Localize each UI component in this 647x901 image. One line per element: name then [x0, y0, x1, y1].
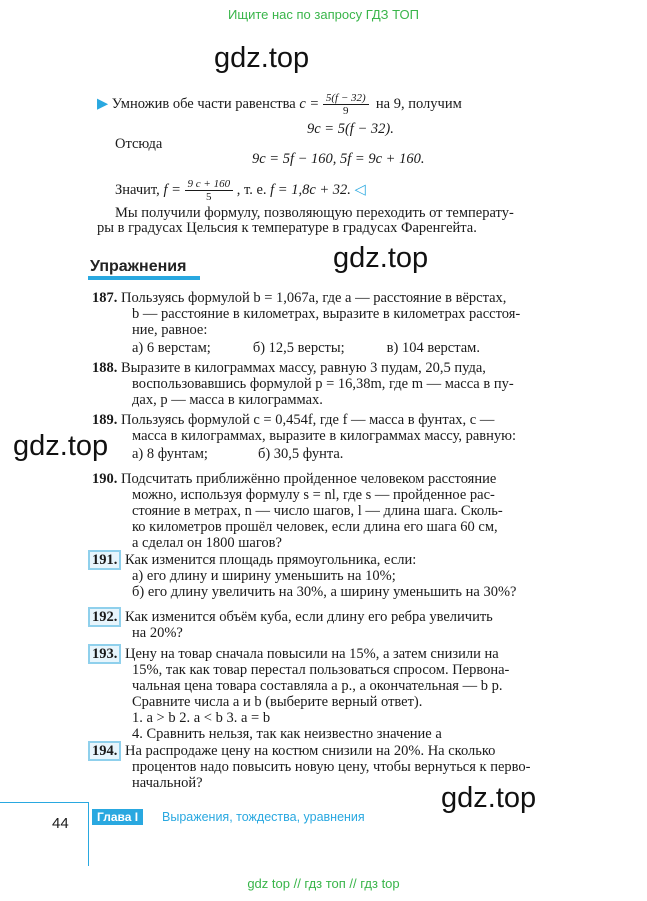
bottom-banner: gdz top // гдз топ // гдз top [247, 876, 400, 891]
heading-underline [88, 276, 200, 280]
intro-line-znachit: Значит, f = $\frac{9 c + 160}{5}$ , т. е. f = 1,8c + 32. ◁ [115, 178, 366, 203]
exercise-194: 194. На распродаже цену на костюм снизили на 20%. На сколько процентов надо повысить новую цену, чтобы вернуться к перво- начальной? [88, 743, 530, 791]
fraction: $\frac{5(f - 32)}{9}$ [323, 92, 369, 117]
end-triangle-icon: ◁ [354, 181, 366, 198]
text-line: ры в градусах Цельсия к температуре в градусах Фаренгейта. [97, 220, 477, 236]
intro-line-1: ▶ Умножив обе части равенства c = $\frac{5(f - 32)}{9}$ на 9, получим [97, 92, 462, 117]
section-heading: Упражнения [90, 258, 187, 275]
watermark: gdz.top [441, 782, 537, 814]
watermark: gdz.top [333, 242, 429, 274]
exercise-number-box: 193. [88, 644, 121, 664]
exercise-193: 193. Цену на товар сначала повысили на 15%, а затем снизили на 15%, так как товар перестал пользоваться спросом. Первона- чальная цена товара составляла a р., а окончательная — b р. Сравните числа a и b (выберите верный ответ). 1. a > b 2. a < b 3. a = b 4. Сравнить нельзя, так как неизвестно значение a [88, 646, 509, 742]
footer-divider [0, 802, 89, 803]
equation: 9c = 5f − 160, 5f = 9c + 160. [252, 151, 425, 167]
exercise-number-box: 192. [88, 607, 121, 627]
exercise-188: 188. Выразите в килограммах массу, равную 3 пудам, 20,5 пуда, воспользовавшись формулой p = 16,38m, где m — масса в пу- дах, p — масса в килограммах. [92, 360, 514, 408]
exercise-190: 190. Подсчитать приближённо пройденное человеком расстояние можно, используя формулу s = nl, где s — пройденное рас- стояние в метрах, n — число шагов, l — длина шага. Сколь- ко километров прошёл человек, если длина его шага 60 см, а сделал он 1800 шагов? [92, 471, 503, 551]
equation: 9c = 5(f − 32). [307, 121, 394, 137]
page-number: 44 [52, 815, 69, 832]
footer-divider [88, 802, 89, 866]
chapter-label: Глава I [92, 809, 143, 825]
text-line: Отсюда [115, 136, 163, 152]
top-banner: Ищите нас по запросу ГДЗ ТОП [228, 7, 419, 22]
fraction: $\frac{9 c + 160}{5}$ [185, 178, 234, 203]
watermark: gdz.top [214, 42, 310, 74]
exercise-191: 191. Как изменится площадь прямоугольника, если: а) его длину и ширину уменьшить на 10%; б) его длину увеличить на 30%, а ширину уменьшить на 30%? [88, 552, 516, 600]
exercise-number-box: 191. [88, 550, 121, 570]
exercise-number-box: 194. [88, 741, 121, 761]
exercise-192: 192. Как изменится объём куба, если длину его ребра увеличить на 20%? [88, 609, 493, 641]
watermark: gdz.top [13, 430, 109, 462]
exercise-189: 189. Пользуясь формулой c = 0,454f, где f — масса в фунтах, c — масса в килограммах, выразите в килограммах массу, равную: а) 8 фунтам; б) 30,5 фунта. [92, 412, 516, 462]
play-arrow-icon: ▶ [97, 95, 109, 112]
text-line: Мы получили формулу, позволяющую переходить от температу- [115, 205, 514, 221]
chapter-title: Выражения, тождества, уравнения [162, 810, 365, 824]
exercise-187: 187. Пользуясь формулой b = 1,067a, где a — расстояние в вёрстах, b — расстояние в километрах, выразите в километрах расстоя- ние, равное: а) 6 верстам; б) 12,5 версты; в) 104 верстам. [92, 290, 521, 356]
